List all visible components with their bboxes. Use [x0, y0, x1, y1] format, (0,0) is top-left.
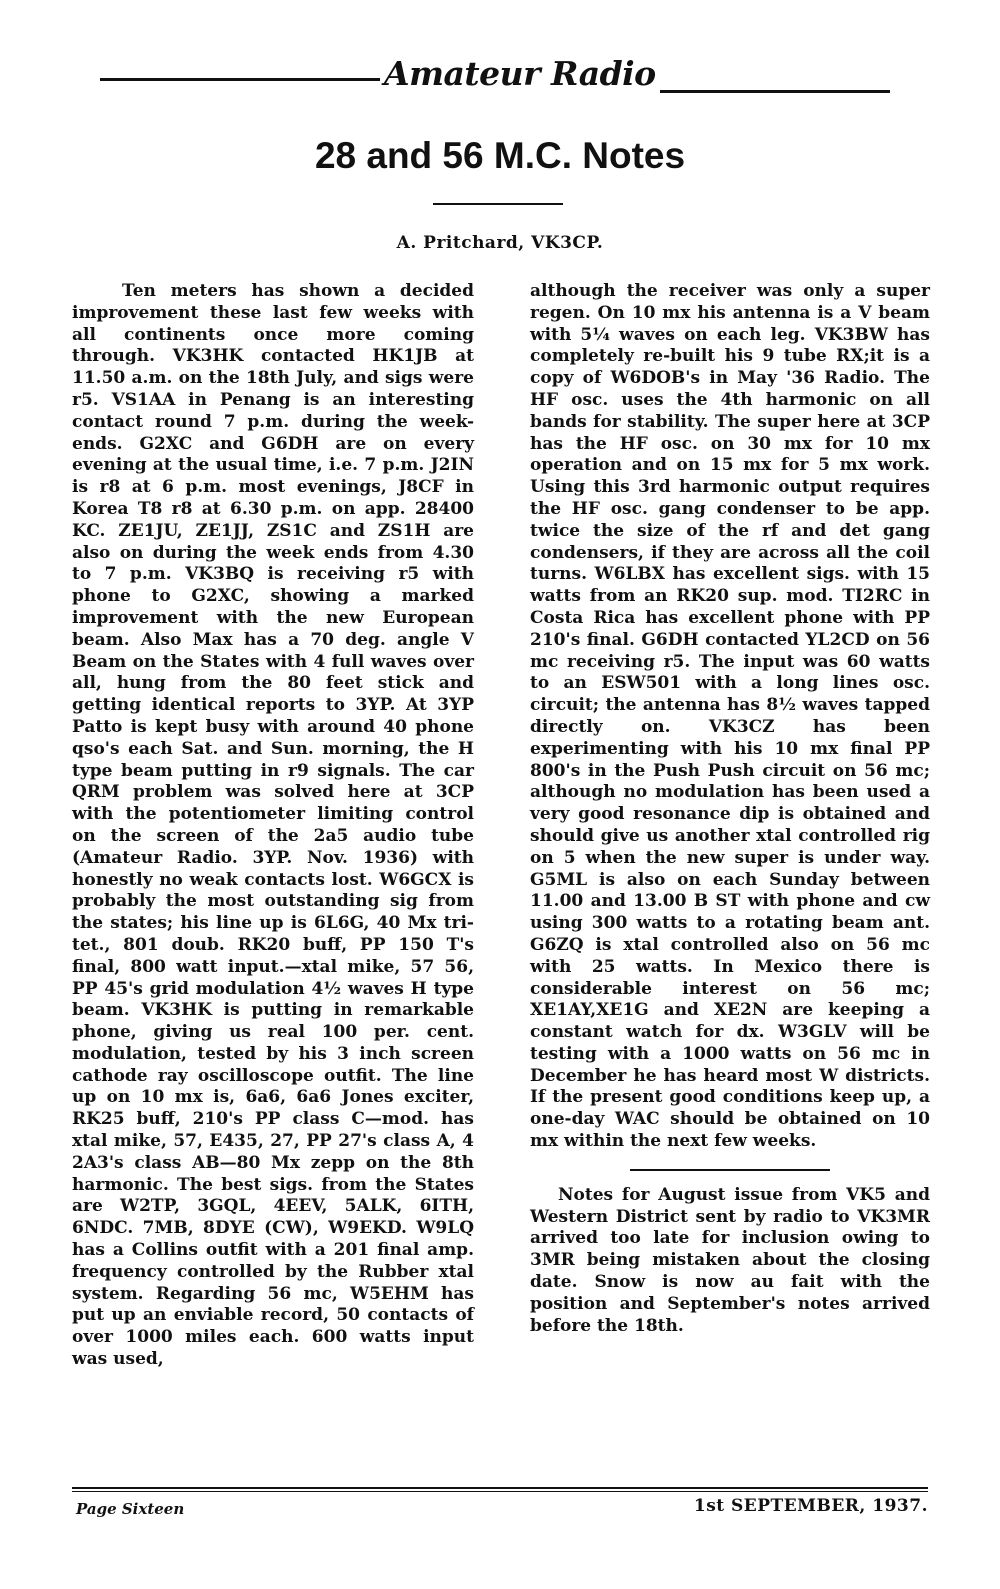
section-divider — [630, 1169, 830, 1171]
footer-rule — [72, 1487, 928, 1489]
title-divider — [433, 203, 563, 205]
editorial-note: Notes for August issue from VK5 and Western District sent by radio to VK3MR arrived too late for inclusion owing to 3MR being mistaken about the closing date. Snow is now au fait with the position and September's notes arrived before the 18th. — [530, 1184, 930, 1336]
article-paragraph-right: although the receiver was only a super regen. On 10 mx his antenna is a V beam with 5¼ waves on each leg. VK3BW has completely re-built his 9 tube RX;it is a copy of W6DOB's in May '36 Radio. The HF osc. uses the 4th harmonic on all bands for stability. The super here at 3CP has the HF osc. on 30 mx for 10 mx operation and on 15 mx for 5 mx work. Using this 3rd harmonic output requires the HF osc. gang condenser to be app. twice the size of the rf and det gang condensers, if they are across all the coil turns. W6LBX has excellent sigs. with 15 watts from an RK20 sup. mod. TI2RC in Costa Rica has excellent phone with PP 210's final. G6DH contacted YL2CD on 56 mc receiving r5. The input was 60 watts to an ESW501 with a long lines osc. circuit; the antenna has 8½ waves tapped directly on. VK3CZ has been experimenting with his 10 mx final PP 800's in the Push Push circuit on 56 mc; although no modulation has been used a very good resonance dip is obtained and should give us another xtal controlled rig on 5 when the new super is under way. G5ML is also on each Sunday between 11.00 and 13.00 B ST with phone and cw using 300 watts to a rotating beam ant. G6ZQ is xtal controlled also on 56 mc with 25 watts. In Mexico there is considerable interest on 56 mc; XE1AY,XE1G and XE2N are keeping a constant watch for dx. W3GLV will be testing with a 1000 watts on 56 mc in December he has heard most W districts. If the present good conditions keep up, a one-day WAC should be obtained on 10 mx within the next few weeks. — [530, 281, 930, 1152]
footer-rule-thin — [72, 1491, 928, 1492]
article-column-right — [530, 281, 930, 1337]
issue-date: 1st SEPTEMBER, 1937. — [693, 1496, 928, 1516]
page-number: Page Sixteen — [76, 1500, 185, 1518]
masthead-rule-right — [620, 90, 890, 93]
masthead-title: Amateur Radio — [380, 54, 660, 93]
masthead-header — [100, 52, 890, 102]
article-column-left — [72, 281, 474, 1371]
article-title: 28 and 56 M.C. Notes — [314, 135, 686, 176]
article-byline: A. Pritchard, VK3CP. — [396, 233, 604, 253]
article-paragraph-left: Ten meters has shown a decided improvement these last few weeks with all continents once more coming through. VK3HK contacted HK1JB at 11.50 a.m. on the 18th July, and sigs were r5. VS1AA in Penang is an interesting contact round 7 p.m. during the week-ends. G2XC and G6DH are on every evening at the usual time, i.e. 7 p.m. J2IN is r8 at 6 p.m. most evenings, J8CF in Korea T8 r8 at 6.30 p.m. on app. 28400 KC. ZE1JU, ZE1JJ, ZS1C and ZS1H are also on during the week ends from 4.30 to 7 p.m. VK3BQ is receiving r5 with phone to G2XC, showing a marked improvement with the new European beam. Also Max has a 70 deg. angle V Beam on the States with 4 full waves over all, hung from the 80 feet stick and getting identical reports to 3YP. At 3YP Patto is kept busy with around 40 phone qso's each Sat. and Sun. morning, the H type beam putting in r9 signals. The car QRM problem was solved here at 3CP with the potentiometer limiting control on the screen of the 2a5 audio tube (Amateur Radio. 3YP. Nov. 1936) with honestly no weak contacts lost. W6GCX is probably the most outstanding sig from the states; his line up is 6L6G, 40 Mx tri-tet., 801 doub. RK20 buff, PP 150 T's final, 800 watt input.—xtal mike, 57 56, PP 45's grid modulation 4½ waves H type beam. VK3HK is putting in remarkable phone, giving us real 100 per. cent. modulation, tested by his 3 inch screen cathode ray oscilloscope outfit. The line up on 10 mx is, 6a6, 6a6 Jones exciter, RK25 buff, 210's PP class C—mod. has xtal mike, 57, E435, 27, PP 27's class A, 4 2A3's class AB—80 Mx zepp on the 8th harmonic. The best sigs. from the States are W2TP, 3GQL, 4EEV, 5ALK, 6ITH, 6NDC. 7MB, 8DYE (CW), W9EKD. W9LQ has a Collins outfit with a 201 final amp. frequency controlled by the Rubber xtal system. Regarding 56 mc, W5EHM has put up an enviable record, 50 contacts of over 1000 miles each. 600 watts input was used, — [72, 281, 474, 1370]
